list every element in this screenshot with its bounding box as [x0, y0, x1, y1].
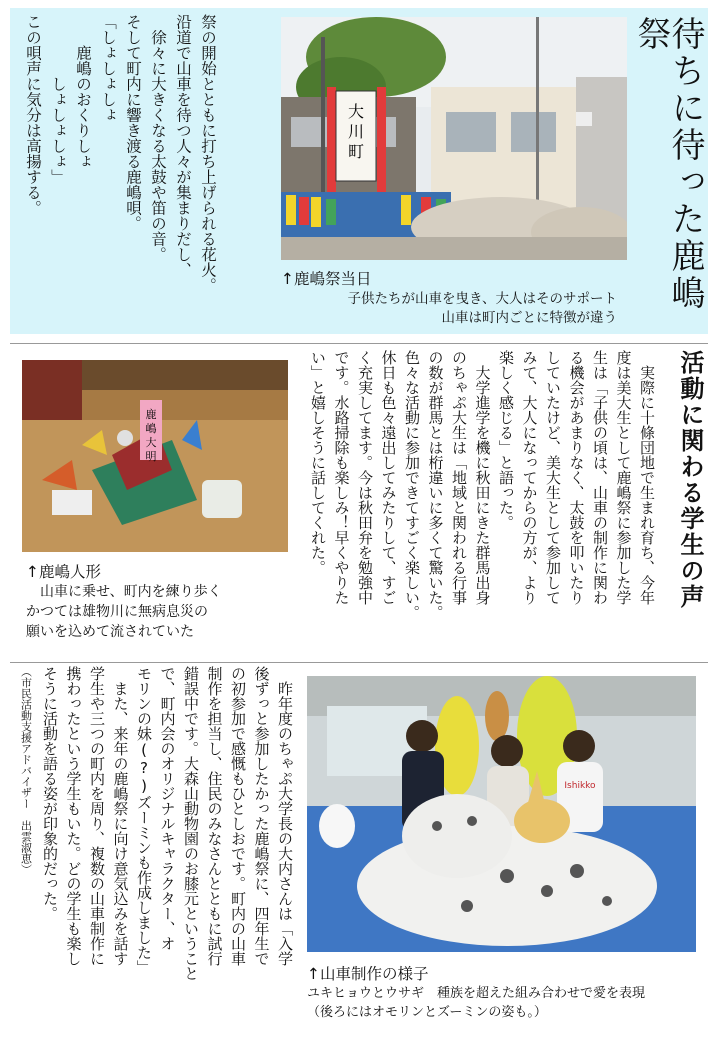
caption-line: 願いを込めて流されていた	[26, 624, 194, 640]
intro-line: そして町内に響き渡る鹿嶋唄。	[124, 14, 142, 231]
student-voice-text	[306, 350, 659, 660]
caption-line: ユキヒョウとウサギ 種族を超えた組み合わせで愛を表現	[307, 986, 646, 1001]
caption-line: 子供たちが山車を曳き、大人はそのサポート	[347, 291, 617, 307]
intro-line: 「しょしょしょ	[99, 14, 117, 123]
festival-float-photo	[281, 17, 627, 260]
headline: 待ちに待った鹿嶋祭	[631, 16, 705, 312]
section-divider	[10, 662, 708, 663]
body-line: また、来年の鹿嶋祭に向け意気込みを話す	[111, 666, 130, 966]
float-sign-char: 大	[347, 102, 365, 121]
caption-title: ↑鹿嶋祭当日	[281, 270, 372, 288]
body-line: 制作を担当し、住民のみなさんとともに試行	[205, 666, 224, 966]
doll-label-char: 大	[145, 436, 157, 449]
body-line: い」と嬉しそうに話してくれた。	[309, 350, 327, 575]
author-credit: （市民活動支援アドバイザー 出雲淑恵）	[19, 666, 33, 875]
shirt-print-text: Ishikko	[564, 781, 596, 791]
caption-title: ↑山車制作の様子	[307, 965, 429, 983]
body-line: 生は「子供の頃は、山車の制作に関わ	[591, 350, 609, 605]
body-line: 休日も色々遠出してみたりして、すご	[379, 350, 398, 605]
body-line: で、町内会のオリジナルキャラクター、オ	[158, 666, 177, 951]
body-line: していたけど、美大生として参加して	[544, 350, 562, 605]
body-line: る機会があまりなく、太鼓を叩いたり	[567, 350, 586, 605]
body-line: 後ずっと参加したかった鹿嶋祭に、四年生で	[252, 666, 271, 966]
body-line: 色々な活動に参加できてすごく楽しい。	[403, 350, 421, 620]
body-line: 携わったという学生もいた。どの学生も楽し	[64, 666, 83, 966]
body-line: 実際に十條団地で生まれ育ち、今年	[638, 350, 656, 605]
intro-text	[20, 14, 220, 332]
body-line: 大学進学を機に秋田にきた群馬出身	[473, 350, 492, 605]
section-divider	[10, 343, 708, 344]
doll-label-char: 嶋	[145, 422, 157, 435]
caption-title: ↑鹿嶋人形	[26, 563, 101, 581]
intro-line: 鹿嶋のおくりしょ	[74, 14, 92, 169]
body-line: そうに活動を語る姿が印象的だった。	[41, 666, 59, 921]
doll-label-char: 明	[145, 450, 157, 463]
body-line: みて、大人になってからの方が、より	[520, 350, 539, 605]
kashima-doll-photo	[22, 360, 288, 552]
caption-line: 山車に乗せ、町内を練り歩く	[26, 584, 222, 600]
intro-line: この唄声に気分は高揚する。	[24, 14, 42, 216]
intro-line: 徐々に大きくなる太鼓や笛の音。	[149, 14, 167, 262]
photo1-caption	[281, 267, 372, 289]
intro-line: しょしょしょ」	[49, 14, 67, 185]
section-heading: 活動に関わる学生の声	[676, 350, 704, 610]
body-line: モリンの妹(?)ズーミンも作成しました」	[135, 666, 153, 975]
body-line: 度は美大生として鹿嶋祭に参加した学	[614, 350, 633, 605]
caption-line: （後ろにはオモリンとズーミンの姿も。）	[307, 1005, 547, 1020]
float-sign-char: 川	[347, 122, 365, 141]
body-line: の初参加で感慨もひとしおです。町内の山車	[229, 666, 247, 966]
body-line: く充実してます。今は秋田弁を勉強中	[356, 350, 374, 605]
body-line: 楽しく感じる」と語った。	[497, 350, 515, 530]
body-line: 錯誤中です。大森山動物園のお膝元ということ	[182, 666, 200, 981]
body-line: の数が群馬とは桁違いに多くて驚いた。	[426, 350, 445, 620]
body-line: のちゃぷ大生は「地域と関われる行事	[450, 350, 468, 605]
doll-label-char: 鹿	[145, 408, 157, 421]
float-production-photo	[307, 676, 696, 952]
production-text	[14, 666, 296, 1032]
body-line: です。水路掃除も楽しみ！早くやりた	[332, 350, 351, 605]
photo3-caption	[307, 962, 645, 1022]
body-line: 学生や三つの町内を周り、複数の山車制作に	[88, 666, 106, 966]
body-line: 昨年度のちゃぷ大学長の大内さんは「入学	[276, 666, 294, 966]
photo1-caption-body	[281, 290, 617, 328]
float-sign-char: 町	[347, 142, 365, 161]
intro-line: 祭の開始とともに打ち上げられる花火。	[199, 14, 217, 293]
caption-line: かつては雄物川に無病息災の	[26, 604, 208, 620]
caption-line: 山車は町内ごとに特徴が違う	[441, 310, 617, 326]
intro-line: 沿道で山車を待つ人々が集まりだし、	[174, 14, 192, 278]
photo2-caption	[26, 560, 222, 642]
